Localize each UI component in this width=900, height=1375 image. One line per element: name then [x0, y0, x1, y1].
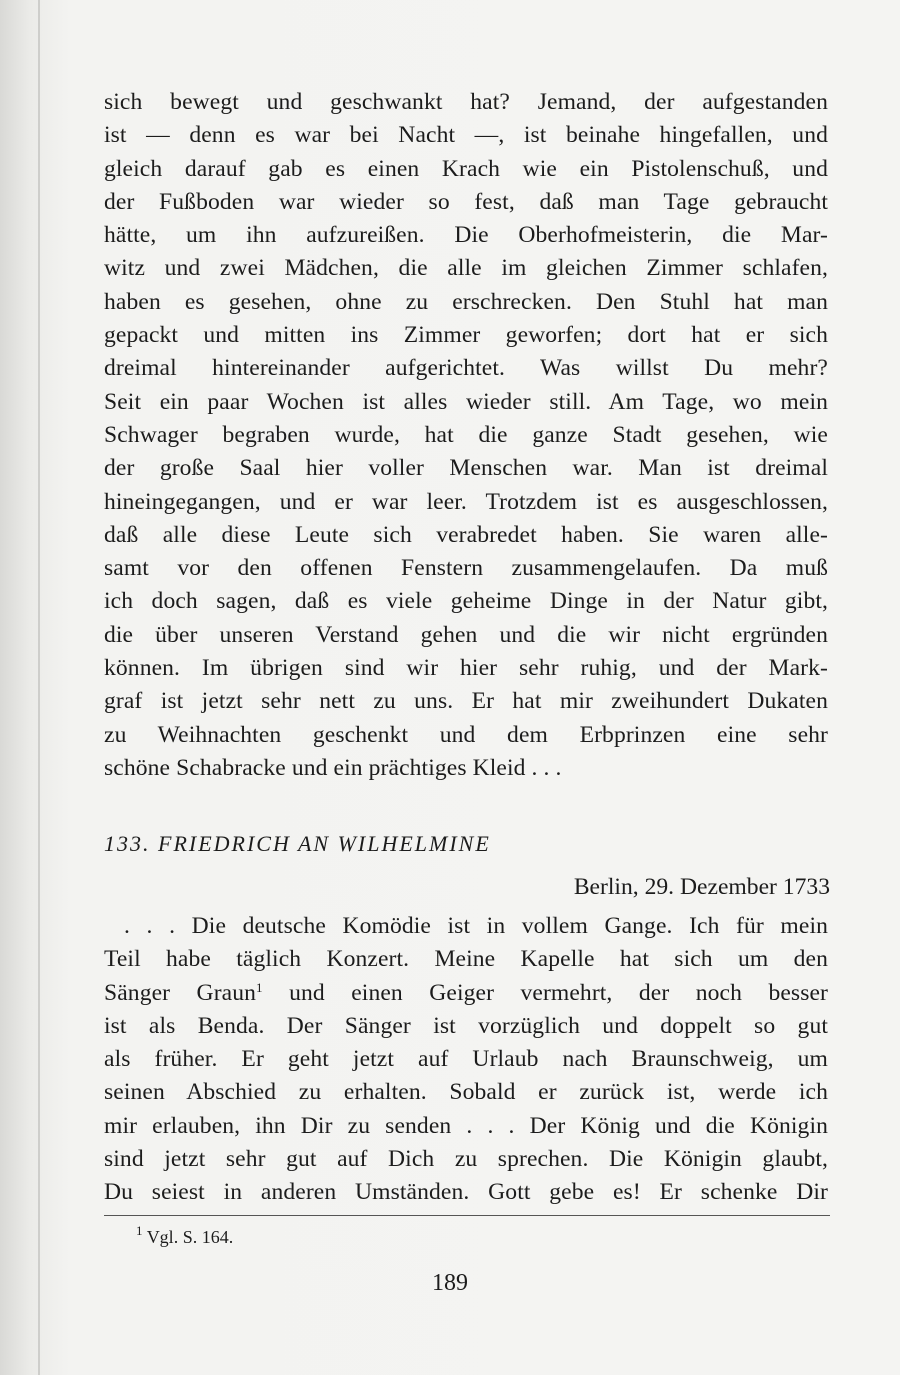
letter-dateline: Berlin, 29. Dezember 1733 — [573, 874, 830, 900]
text-line: daß alle diese Leute sich verabredet haben. Sie waren alle- — [104, 521, 828, 548]
text-line: ist — denn es war bei Nacht —, ist beinahe hingefallen, und — [104, 122, 828, 149]
text-line: gleich darauf gab es einen Krach wie ein Pistolenschuß, und — [104, 155, 828, 182]
text-line: hineingegangen, und er war leer. Trotzdem ist es ausgeschlossen, — [104, 488, 828, 515]
footnote-divider — [104, 1215, 830, 1216]
text-line: Du seiest in anderen Umständen. Gott gebe es! Er schenke Dir — [104, 1179, 828, 1206]
footnote-reference: 1 — [256, 979, 263, 995]
text-fragment: und einen Geiger vermehrt, der noch besser — [262, 979, 829, 1006]
text-line: zu Weihnachten geschenkt und dem Erbprinzen eine sehr — [104, 721, 828, 748]
text-line: die über unseren Verstand gehen und die wir nicht ergründen — [104, 621, 828, 648]
text-line: Seit ein paar Wochen ist alles wieder still. Am Tage, wo mein — [104, 388, 828, 415]
text-line: dreimal hintereinander aufgerichtet. Was willst Du mehr? — [104, 355, 828, 382]
footnote-text: Vgl. S. 164. — [146, 1227, 234, 1247]
text-line: gepackt und mitten ins Zimmer geworfen; dort hat er sich — [104, 322, 828, 349]
text-line: seinen Abschied zu erhalten. Sobald er zurück ist, werde ich — [104, 1079, 828, 1106]
text-line: können. Im übrigen sind wir hier sehr ruhig, und der Mark- — [104, 655, 828, 682]
text-line: Teil habe täglich Konzert. Meine Kapelle hat sich um den — [104, 946, 828, 973]
text-line: sich bewegt und geschwankt hat? Jemand, der aufgestanden — [104, 89, 828, 115]
text-line: samt vor den offenen Fenstern zusammengelaufen. Da muß — [104, 555, 828, 582]
text-line: ist als Benda. Der Sänger ist vorzüglich und doppelt so gut — [104, 1012, 828, 1039]
page-gutter — [38, 0, 40, 1375]
text-line: der große Saal hier voller Menschen war. Man ist dreimal — [104, 455, 828, 482]
text-line: . . . Die deutsche Komödie ist in vollem Gange. Ich für mein — [124, 913, 828, 939]
text-line: mir erlauben, ihn Dir zu senden . . . Der König und die Königin — [104, 1112, 828, 1139]
text-fragment: Sänger Graun — [104, 979, 257, 1006]
text-line: ich doch sagen, daß es viele geheime Dinge in der Natur gibt, — [104, 588, 828, 615]
page-number: 189 — [432, 1270, 468, 1296]
text-line: graf ist jetzt sehr nett zu uns. Er hat mir zweihundert Dukaten — [104, 688, 828, 715]
text-line: haben es gesehen, ohne zu erschrecken. Den Stuhl hat man — [104, 288, 828, 315]
footnote-mark: 1 — [136, 1223, 143, 1238]
letter-body — [104, 910, 828, 1210]
text-line: hätte, um ihn aufzureißen. Die Oberhofmeisterin, die Mar- — [104, 222, 828, 249]
letter-heading: 133. FRIEDRICH AN WILHELMINE — [104, 831, 491, 856]
footnote — [136, 1224, 233, 1250]
text-line: Schwager begraben wurde, hat die ganze Stadt gesehen, wie — [104, 421, 828, 448]
letter-continuation — [104, 86, 828, 785]
text-line: witz und zwei Mädchen, die alle im gleichen Zimmer schlafen, — [104, 255, 828, 282]
text-line: der Fußboden war wieder so fest, daß man Tage gebraucht — [104, 188, 828, 215]
text-line-with-footnote — [104, 977, 828, 1010]
text-line: sind jetzt sehr gut auf Dich zu sprechen. Die Königin glaubt, — [104, 1146, 828, 1173]
text-line: schöne Schabracke und ein prächtiges Kleid . . . — [104, 754, 562, 781]
text-line: als früher. Er geht jetzt auf Urlaub nach Braunschweig, um — [104, 1046, 828, 1073]
